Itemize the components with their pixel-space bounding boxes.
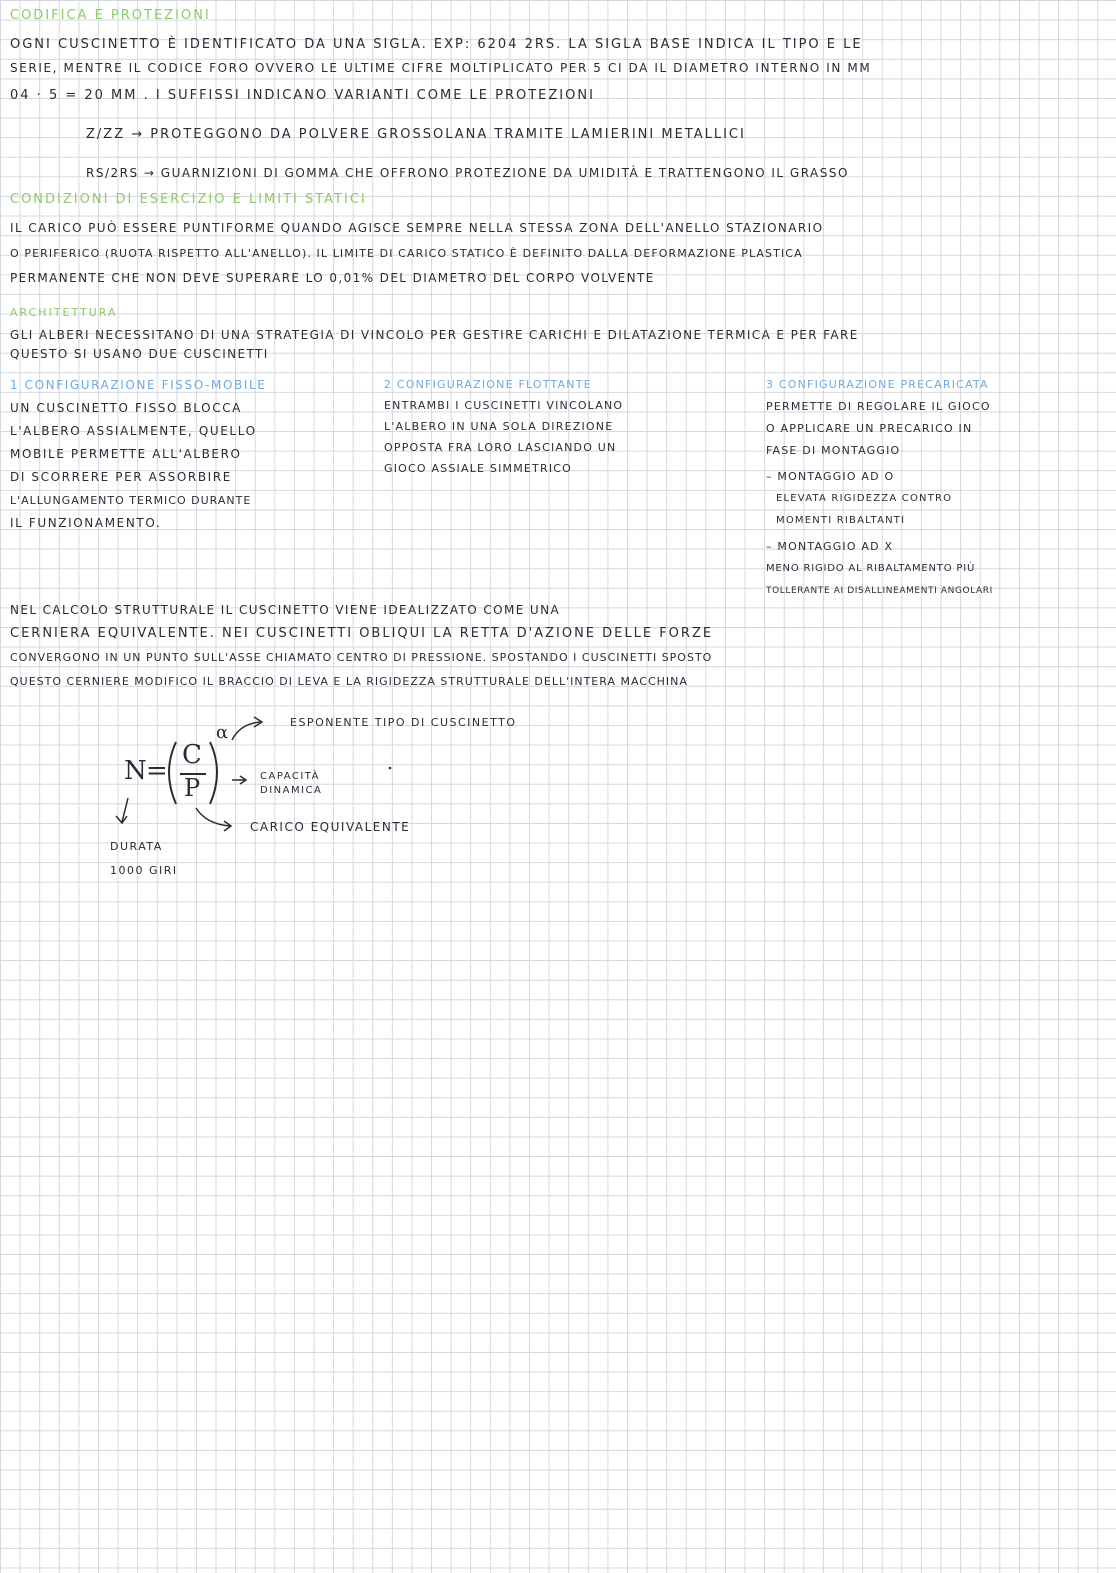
- life-formula: [110, 712, 580, 892]
- annotation-giri: 1000 GIRI: [110, 864, 178, 877]
- text-line: O APPLICARE UN PRECARICO IN: [766, 422, 973, 435]
- text-line: CERNIERA EQUIVALENTE. NEI CUSCINETTI OBLIQUI LA RETTA D'AZIONE DELLE FORZE: [10, 626, 714, 641]
- text-line: 04 · 5 = 20 MM . I SUFFISSI INDICANO VARIANTI COME LE PROTEZIONI: [10, 88, 595, 103]
- section-condizioni-body: [10, 216, 1106, 291]
- text-line: UN CUSCINETTO FISSO BLOCCA: [10, 401, 242, 415]
- section-architettura-body: [10, 326, 1106, 364]
- section-heading-architettura: ARCHITETTURA: [10, 306, 118, 319]
- text-line: – MONTAGGIO AD O: [766, 470, 895, 483]
- column-title: 3 CONFIGURAZIONE PRECARICATA: [766, 378, 989, 391]
- column-title: 2 CONFIGURAZIONE FLOTTANTE: [384, 378, 592, 391]
- text-line: QUESTO CERNIERE MODIFICO IL BRACCIO DI LEVA E LA RIGIDEZZA STRUTTURALE DELL'INTERA MACCHINA: [10, 675, 688, 688]
- text-line: MOBILE PERMETTE ALL'ALBERO: [10, 447, 242, 461]
- text-line: L'ALBERO ASSIALMENTE, QUELLO: [10, 424, 257, 438]
- text-line: O PERIFERICO (RUOTA RISPETTO ALL'ANELLO). IL LIMITE DI CARICO STATICO È DEFINITO DALLA DEFORMAZIONE PLASTICA: [10, 247, 803, 260]
- text-line: OGNI CUSCINETTO È IDENTIFICATO DA UNA SIGLA. EXP: 6204 2RS. LA SIGLA BASE INDICA IL TIPO E LE: [10, 37, 863, 52]
- annotation-durata: DURATA: [110, 840, 163, 853]
- text-line: PERMETTE DI REGOLARE IL GIOCO: [766, 400, 991, 413]
- text-line: CONVERGONO IN UN PUNTO SULL'ASSE CHIAMATO CENTRO DI PRESSIONE. SPOSTANDO I CUSCINETTI SPOSTO: [10, 651, 713, 664]
- section-heading-condizioni: CONDIZIONI DI ESERCIZIO E LIMITI STATICI: [10, 192, 367, 207]
- formula-exponent: α: [216, 722, 229, 743]
- bullet-zz: Z/ZZ → PROTEGGONO DA POLVERE GROSSOLANA TRAMITE LAMIERINI METALLICI: [86, 127, 746, 142]
- annotation-carico: CARICO EQUIVALENTE: [250, 820, 411, 834]
- text-line: MENO RIGIDO AL RIBALTAMENTO PIÙ: [766, 563, 976, 574]
- section-codifica-body: [10, 34, 1106, 108]
- text-line: ELEVATA RIGIDEZZA CONTRO: [776, 493, 953, 504]
- text-line: IL FUNZIONAMENTO.: [10, 516, 162, 530]
- formula-equals: =: [146, 756, 168, 786]
- formula-c: C: [182, 740, 202, 770]
- text-line: GIOCO ASSIALE SIMMETRICO: [384, 462, 572, 475]
- text-line: PERMANENTE CHE NON DEVE SUPERARE LO 0,01% DEL DIAMETRO DEL CORPO VOLVENTE: [10, 271, 655, 285]
- column-title: 1 CONFIGURAZIONE FISSO-MOBILE: [10, 378, 267, 392]
- column-precaricata: [766, 374, 1111, 602]
- text-line: ENTRAMBI I CUSCINETTI VINCOLANO: [384, 399, 624, 412]
- column-flottante: [384, 374, 744, 479]
- text-line: MOMENTI RIBALTANTI: [776, 515, 906, 526]
- text-line: L'ALLUNGAMENTO TERMICO DURANTE: [10, 494, 252, 507]
- section-heading-codifica: CODIFICA E PROTEZIONI: [10, 8, 211, 23]
- text-line: IL CARICO PUÒ ESSERE PUNTIFORME QUANDO AGISCE SEMPRE NELLA STESSA ZONA DELL'ANELLO STAZIONARIO: [10, 221, 824, 235]
- text-line: FASE DI MONTAGGIO: [766, 444, 901, 457]
- text-line: QUESTO SI USANO DUE CUSCINETTI: [10, 347, 269, 361]
- formula-arrows: [110, 712, 580, 892]
- text-line: L'ALBERO IN UNA SOLA DIREZIONE: [384, 420, 614, 433]
- text-line: NEL CALCOLO STRUTTURALE IL CUSCINETTO VIENE IDEALIZZATO COME UNA: [10, 603, 561, 617]
- formula-n: N: [124, 756, 147, 786]
- annotation-exponent: ESPONENTE TIPO DI CUSCINETTO: [290, 716, 517, 729]
- text-line: – MONTAGGIO AD X: [766, 540, 894, 553]
- column-fisso-mobile: [10, 374, 370, 535]
- bullet-rs: RS/2RS → GUARNIZIONI DI GOMMA CHE OFFRONO PROTEZIONE DA UMIDITÀ E TRATTENGONO IL GRASSO: [86, 166, 849, 180]
- text-line: SERIE, MENTRE IL CODICE FORO OVVERO LE ULTIME CIFRE MOLTIPLICATO PER 5 CI DA IL DIAMETRO INTERNO IN MM: [10, 60, 872, 75]
- text-line: OPPOSTA FRA LORO LASCIANDO UN: [384, 441, 617, 454]
- text-line: DI SCORRERE PER ASSORBIRE: [10, 470, 232, 484]
- formula-p: P: [184, 774, 201, 802]
- annotation-capacita: CAPACITÀ DINAMICA: [260, 771, 323, 796]
- text-line: TOLLERANTE AI DISALLINEAMENTI ANGOLARI: [766, 586, 993, 596]
- section-calcolo-body: [10, 598, 1106, 694]
- text-line: GLI ALBERI NECESSITANO DI UNA STRATEGIA DI VINCOLO PER GESTIRE CARICHI E DILATAZIONE TERMICA E PER FARE: [10, 328, 859, 342]
